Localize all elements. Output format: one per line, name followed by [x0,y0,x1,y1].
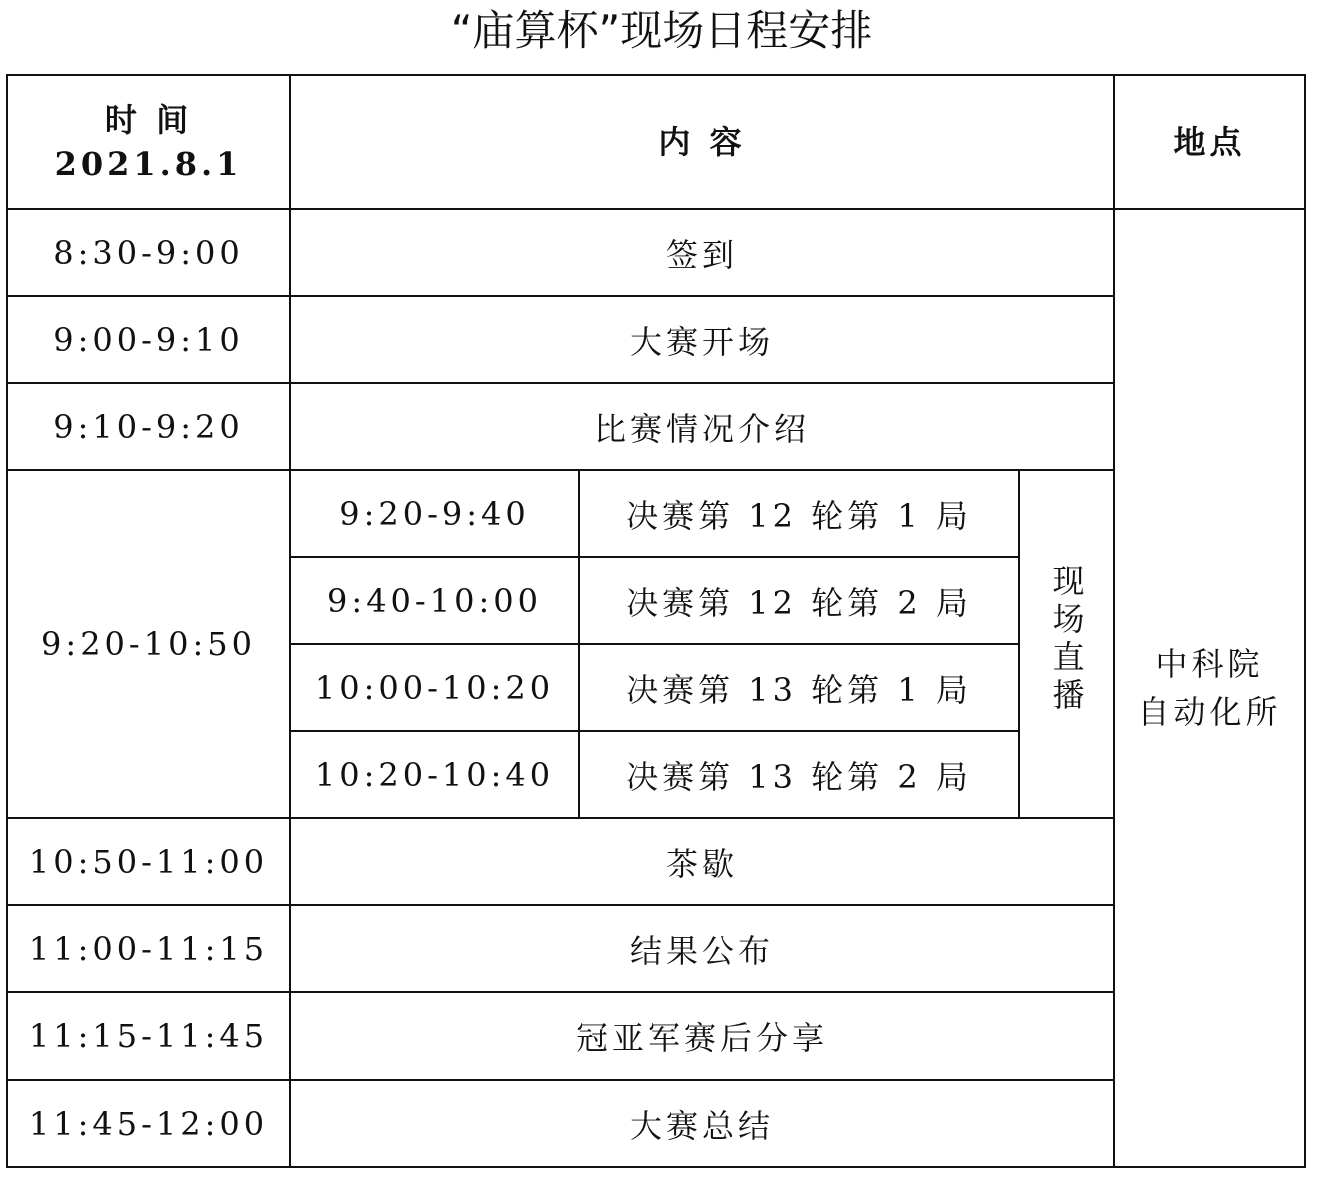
header-time: 时 间 2021.8.1 [7,75,290,209]
time-cell: 11:45-12:00 [7,1080,290,1167]
content-cell: 大赛开场 [290,296,1114,383]
table-row [7,209,1305,296]
game-cell: 决赛第 12 轮第 1 局 [579,470,1019,557]
table-row [7,905,1305,992]
time-cell: 11:15-11:45 [7,992,290,1080]
schedule-table [6,74,1306,1168]
subtime-cell: 10:20-10:40 [290,731,579,818]
location-cell: 中科院 自动化所 [1114,209,1305,1167]
content-cell: 比赛情况介绍 [290,383,1114,470]
live-label-cell [1019,470,1114,818]
content-cell: 冠亚军赛后分享 [290,992,1114,1080]
game-cell: 决赛第 13 轮第 1 局 [579,644,1019,731]
time-cell: 10:50-11:00 [7,818,290,905]
table-row [7,1080,1305,1167]
live-label: 现场直播 [1047,564,1086,716]
time-cell-live-block: 9:20-10:50 [7,470,290,818]
time-cell: 11:00-11:15 [7,905,290,992]
table-row [7,818,1305,905]
time-cell: 8:30-9:00 [7,209,290,296]
content-cell: 茶歇 [290,818,1114,905]
table-row [7,383,1305,470]
game-cell: 决赛第 12 轮第 2 局 [579,557,1019,644]
subtime-cell: 9:20-9:40 [290,470,579,557]
subtime-cell: 10:00-10:20 [290,644,579,731]
content-cell: 大赛总结 [290,1080,1114,1167]
content-cell: 结果公布 [290,905,1114,992]
header-content: 内 容 [290,75,1114,209]
table-header-row [7,75,1305,209]
game-cell: 决赛第 13 轮第 2 局 [579,731,1019,818]
table-row [7,992,1305,1080]
page-title: “庙算杯”现场日程安排 [450,6,873,55]
table-row [7,296,1305,383]
time-cell: 9:10-9:20 [7,383,290,470]
subtime-cell: 9:40-10:00 [290,557,579,644]
header-location: 地点 [1114,75,1305,209]
table-row [7,470,1305,557]
content-cell: 签到 [290,209,1114,296]
time-cell: 9:00-9:10 [7,296,290,383]
